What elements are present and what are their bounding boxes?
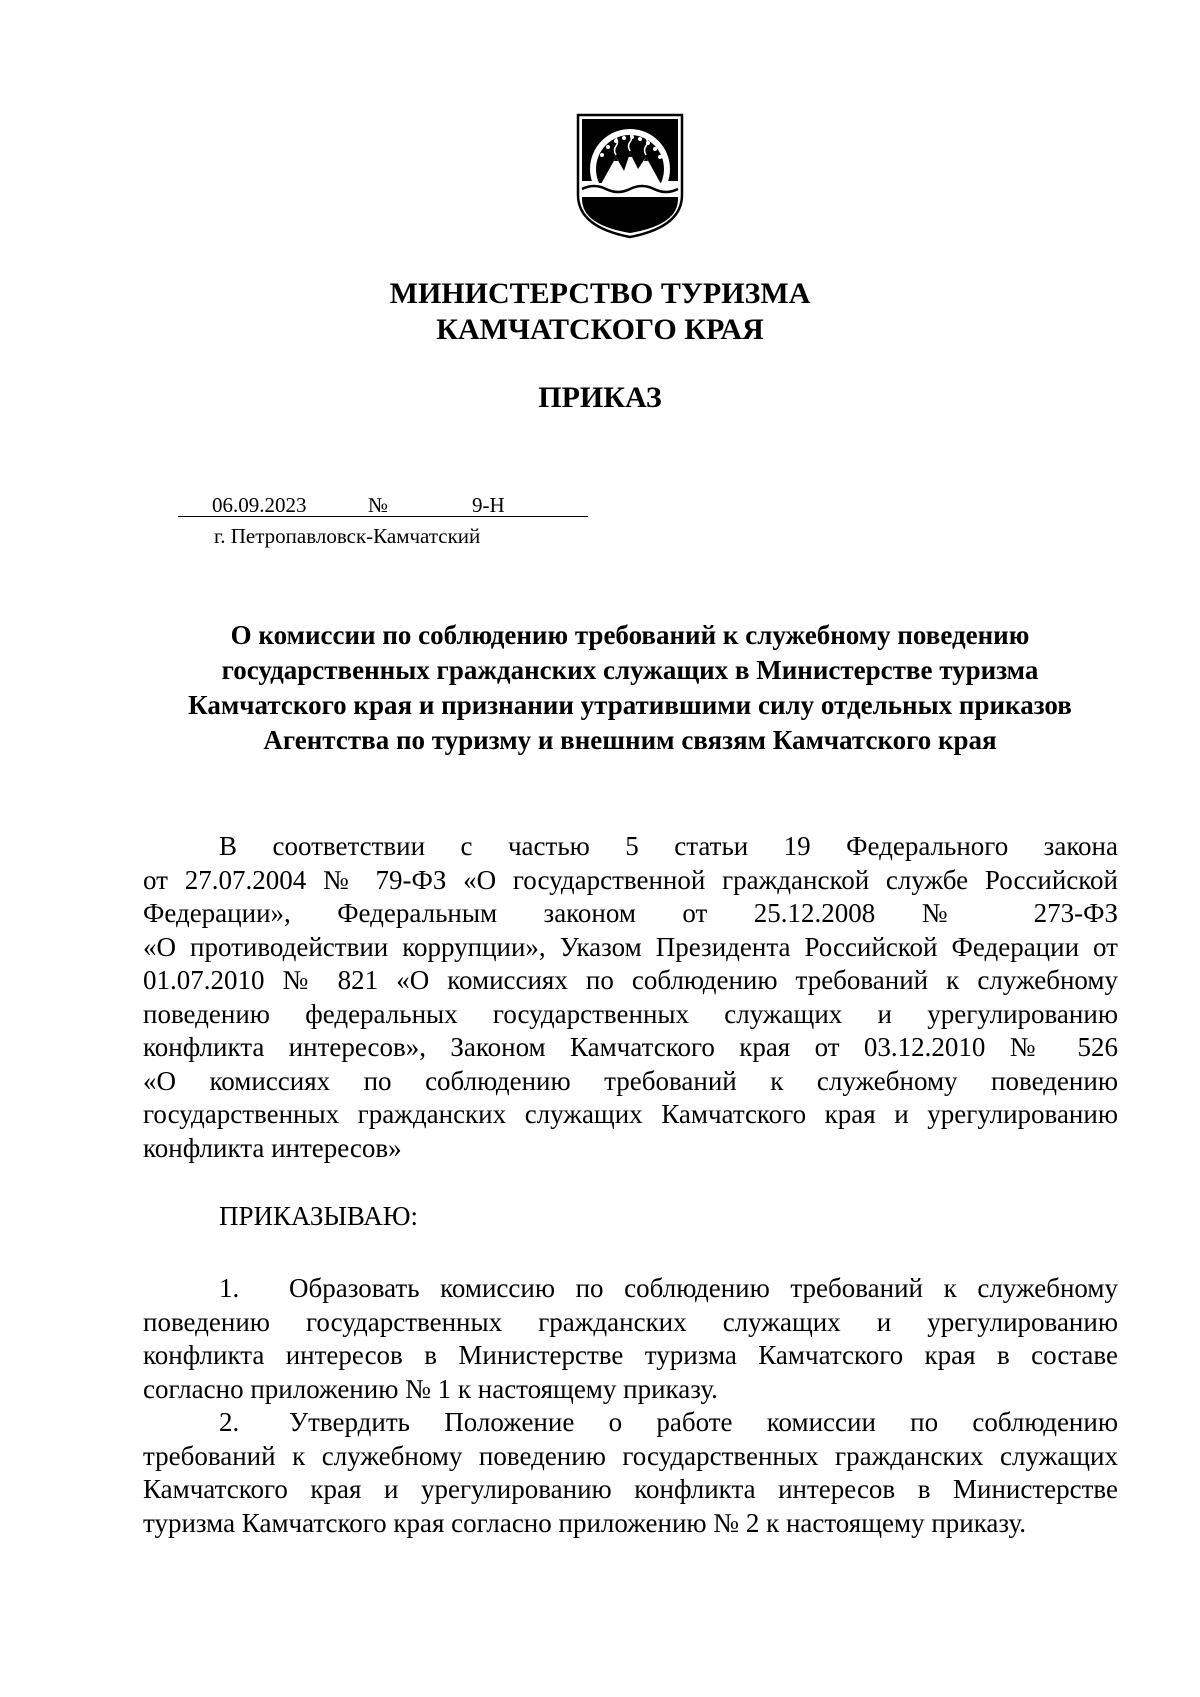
item-text: Утвердить Положение о работе комиссии по соблюдению — [289, 1407, 1118, 1437]
paragraph-line: государственных гражданских служащих Камчатского края и урегулированию — [143, 1099, 1118, 1129]
order-items — [143, 1272, 1118, 1540]
paragraph-line: В соответствии с частью 5 статьи 19 Федерального закона — [219, 831, 1118, 861]
order-date: 06.09.2023 — [212, 493, 307, 517]
subject-line: Камчатского края и признании утратившими силу отдельных приказов — [188, 690, 1072, 720]
kamchatka-coat-of-arms-icon — [574, 111, 686, 239]
paragraph-line: Камчатского края и урегулированию конфликта интересов в Министерстве — [143, 1474, 1118, 1504]
paragraph-line: конфликта интересов» — [143, 1132, 402, 1163]
paragraph-line: конфликта интересов», Законом Камчатского края от 03.12.2010 № 526 — [143, 1032, 1118, 1062]
paragraph-line: Федерации», Федеральным законом от 25.12.2008 № 273-ФЗ — [143, 898, 1118, 928]
paragraph-line: конфликта интересов в Министерстве туризма Камчатского края в составе — [143, 1340, 1118, 1370]
paragraph-line: «О комиссиях по соблюдению требований к служебному поведению — [143, 1065, 1118, 1096]
paragraph-line: поведению государственных гражданских служащих и урегулированию — [143, 1306, 1118, 1337]
number-sign: № — [368, 493, 389, 517]
ministry-name — [0, 276, 1200, 348]
subject-line: государственных гражданских служащих в Министерстве туризма — [221, 655, 1039, 685]
subject-line: Агентства по туризму и внешним связям Камчатского края — [263, 725, 997, 755]
item-number: 1. — [219, 1273, 240, 1303]
item-number: 2. — [219, 1407, 240, 1437]
orders-word: ПРИКАЗЫВАЮ: — [219, 1201, 418, 1231]
paragraph-line: поведению федеральных государственных служащих и урегулированию — [143, 998, 1118, 1029]
paragraph-line: от 27.07.2004 № 79-ФЗ «О государственной гражданской службе Российской — [143, 864, 1118, 895]
preamble-paragraph — [143, 830, 1118, 1165]
item-first-line — [143, 1272, 1118, 1306]
paragraph-line: согласно приложению № 1 к настоящему приказу. — [143, 1373, 718, 1404]
order-number: 9-Н — [472, 493, 505, 517]
paragraph-line: туризма Камчатского края согласно приложению № 2 к настоящему приказу. — [143, 1507, 1027, 1538]
document-type: ПРИКАЗ — [538, 381, 662, 414]
item-text: Образовать комиссию по соблюдению требований к служебному — [289, 1273, 1118, 1303]
ministry-name-line: КАМЧАТСКОГО КРАЯ — [436, 313, 764, 346]
order-subject — [140, 618, 1120, 758]
city: г. Петропавловск-Камчатский — [214, 524, 481, 548]
paragraph-line: 01.07.2010 № 821 «О комиссиях по соблюдению требований к служебному — [143, 965, 1118, 995]
requisites-line — [178, 490, 588, 520]
item-first-line — [143, 1406, 1118, 1440]
paragraph-line: требований к служебному поведению государственных гражданских служащих — [143, 1440, 1118, 1471]
subject-line: О комиссии по соблюдению требований к служебному поведению — [230, 620, 1030, 650]
paragraph-line: «О противодействии коррупции», Указом Президента Российской Федерации от — [143, 931, 1118, 962]
ministry-name-line: МИНИСТЕРСТВО ТУРИЗМА — [389, 277, 811, 310]
